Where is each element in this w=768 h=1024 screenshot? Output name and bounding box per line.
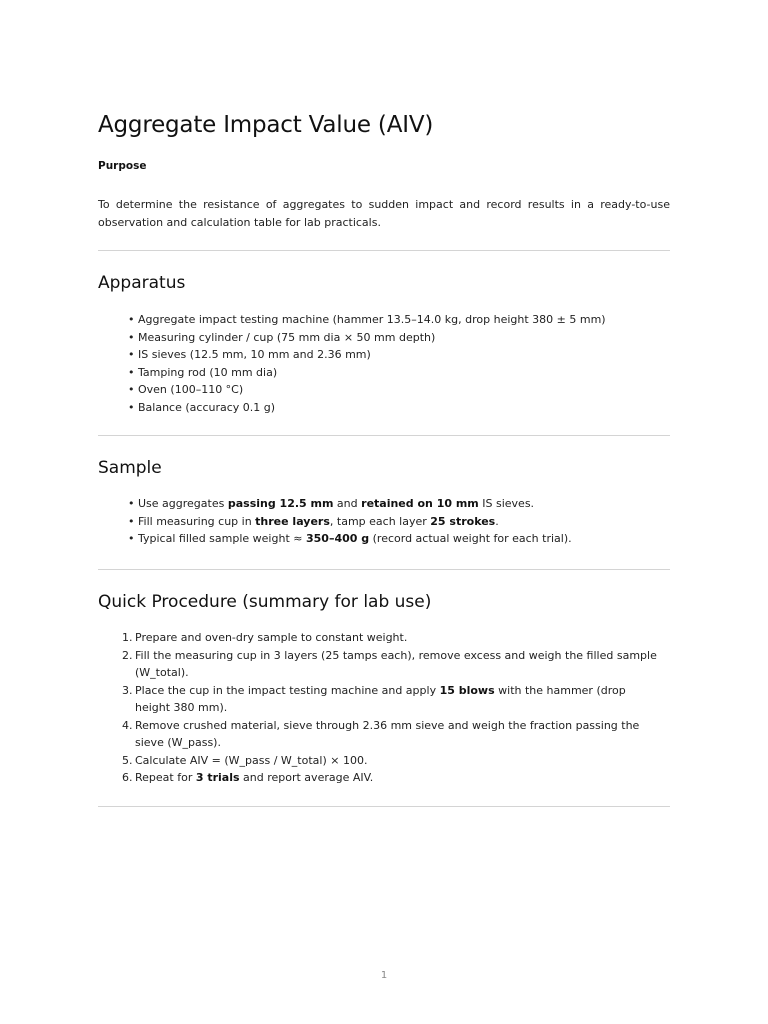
procedure-list <box>122 629 662 787</box>
apparatus-list <box>128 311 668 416</box>
sample-item: • Fill measuring cup in three layers, tamp each layer 25 strokes. <box>128 513 668 531</box>
apparatus-item: • IS sieves (12.5 mm, 10 mm and 2.36 mm) <box>128 346 668 364</box>
apparatus-item: • Aggregate impact testing machine (hammer 13.5–14.0 kg, drop height 380 ± 5 mm) <box>128 311 668 329</box>
section-divider <box>98 435 670 436</box>
procedure-step: 5. Calculate AIV = (W_pass / W_total) × 100. <box>122 753 368 767</box>
procedure-step: 3. Place the cup in the impact testing machine and apply 15 blows with the hammer (drop height 380 mm). <box>122 683 626 714</box>
sample-heading: Sample <box>98 458 162 478</box>
apparatus-item: • Oven (100–110 °C) <box>128 381 668 399</box>
procedure-step: 6. Repeat for 3 trials and report average AIV. <box>122 771 374 784</box>
procedure-step: 2. Fill the measuring cup in 3 layers (25 tamps each), remove excess and weigh the filled sample (W_total). <box>122 648 657 679</box>
section-divider <box>98 250 670 251</box>
purpose-label: Purpose <box>98 160 147 172</box>
page-number: 1 <box>380 970 388 981</box>
section-divider <box>98 569 670 570</box>
apparatus-heading: Apparatus <box>98 273 186 293</box>
apparatus-item: • Balance (accuracy 0.1 g) <box>128 399 668 417</box>
sample-item: • Typical filled sample weight ≈ 350–400 g (record actual weight for each trial). <box>128 530 668 548</box>
sample-list <box>128 495 668 548</box>
page-title: Aggregate Impact Value (AIV) <box>98 112 434 138</box>
procedure-step: 4. Remove crushed material, sieve through 2.36 mm sieve and weigh the fraction passing the sieve (W_pass). <box>122 718 640 749</box>
purpose-text: To determine the resistance of aggregates to sudden impact and record results in a ready-to-use observation and calculation table for lab practicals. <box>98 198 670 229</box>
sample-item: • Use aggregates passing 12.5 mm and retained on 10 mm IS sieves. <box>128 495 668 513</box>
procedure-step: 1. Prepare and oven-dry sample to constant weight. <box>122 631 408 644</box>
procedure-heading: Quick Procedure (summary for lab use) <box>98 592 432 612</box>
apparatus-item: • Measuring cylinder / cup (75 mm dia × 50 mm depth) <box>128 329 668 347</box>
section-divider <box>98 806 670 807</box>
apparatus-item: • Tamping rod (10 mm dia) <box>128 364 668 382</box>
